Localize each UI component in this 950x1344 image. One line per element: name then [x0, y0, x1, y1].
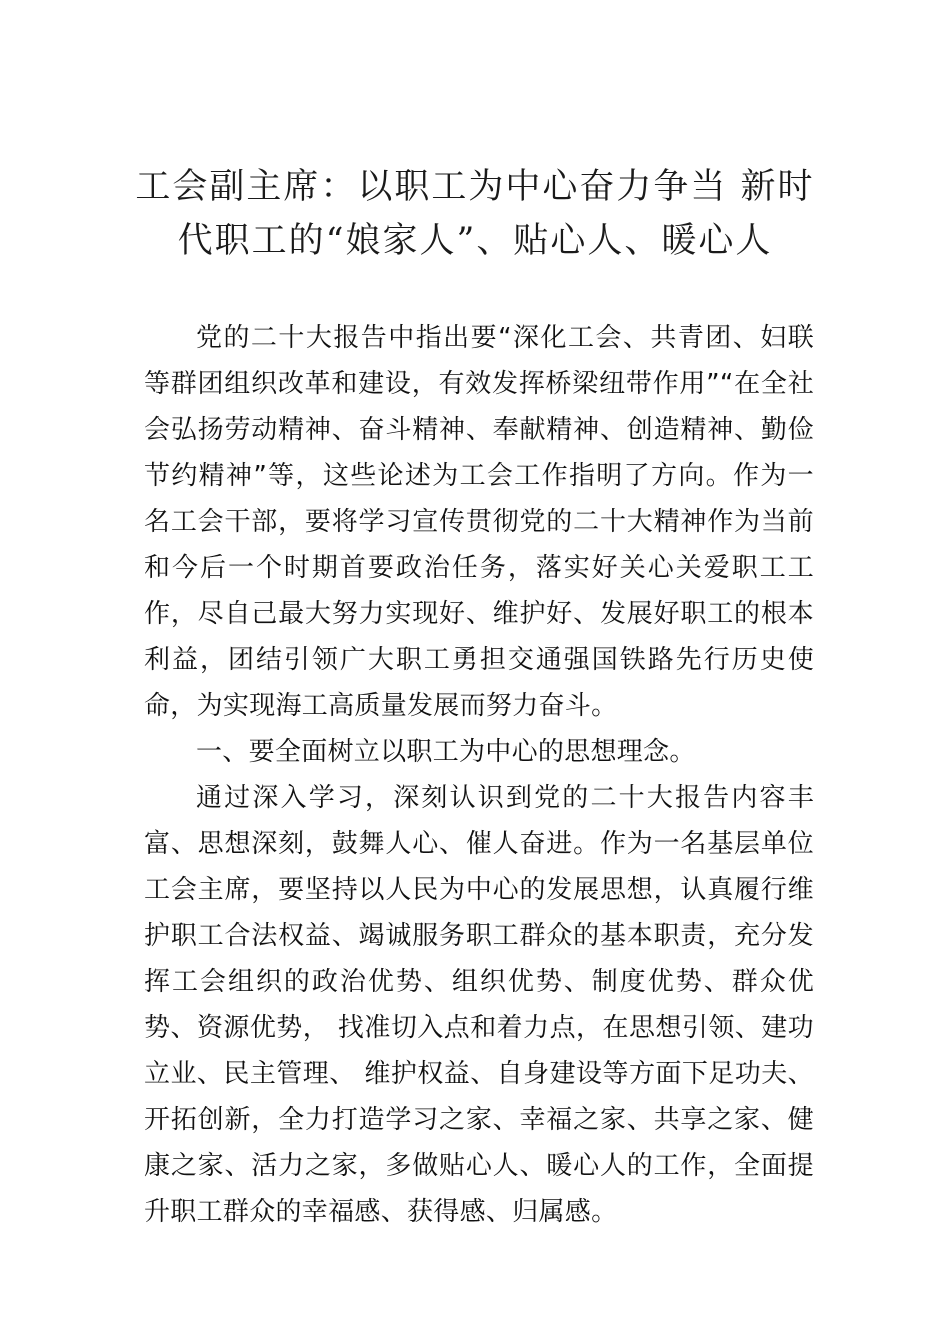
paragraph-intro: 党的二十大报告中指出要“深化工会、共青团、妇联等群团组织改革和建设，有效发挥桥梁纽带作用”“在全社会弘扬劳动精神、奋斗精神、奉献精神、创造精神、勤俭节约精神”等，这些论述为工会工作指明了方向。作为一名工会干部，要将学习宣传贯彻党的二十大精神作为当前和今后一个时期首要政治任务，落实好关心关爱职工工作，尽自己最大努力实现好、维护好、发展好职工的根本利益，团结引领广大职工勇担交通强国铁路先行历史使命，为实现海工高质量发展而努力奋斗。 — [144, 323, 814, 721]
document-body — [144, 315, 814, 1235]
title-line-2: 代职工的“娘家人”、贴心人、暖心人 — [177, 221, 773, 261]
document-title — [130, 160, 820, 268]
section-heading-1: 一、要全面树立以职工为中心的思想理念。 — [196, 737, 696, 767]
title-line-1: 工会副主席：以职工为中心奋力争当 新时 — [135, 167, 815, 207]
paragraph-section-1: 通过深入学习，深刻认识到党的二十大报告内容丰富、思想深刻，鼓舞人心、催人奋进。作为一名基层单位工会主席，要坚持以人民为中心的发展思想，认真履行维护职工合法权益、竭诚服务职工群众的基本职责，充分发挥工会组织的政治优势、组织优势、制度优势、群众优势、资源优势， 找准切入点和着力点，在思想引领、建功立业、民主管理、 维护权益、自身建设等方面下足功夫、开拓创新，全力打造学习之家、幸福之家、共享之家、健康之家、活力之家，多做贴心人、暖心人的工作，全面提升职工群众的幸福感、获得感、归属感。 — [144, 783, 814, 1227]
